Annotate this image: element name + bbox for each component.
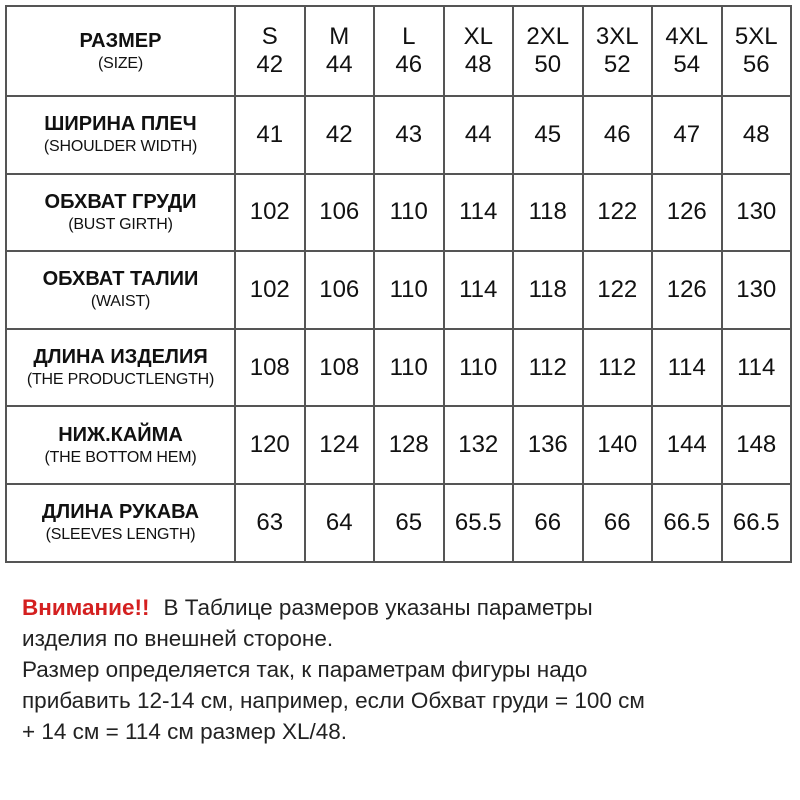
notice-line: изделия по внешней стороне. — [22, 626, 334, 651]
measurement-value: 130 — [722, 174, 792, 252]
notice-line — [22, 592, 792, 623]
measurement-value: 110 — [374, 329, 444, 407]
notice-line: прибавить 12-14 см, например, если Обхват груди = 100 см — [22, 688, 645, 713]
size-number: 46 — [395, 51, 423, 78]
measurement-value: 124 — [305, 406, 375, 484]
measurement-label-cell — [6, 96, 235, 174]
measurement-row — [6, 96, 791, 174]
size-letter: M — [329, 23, 350, 50]
measurement-value: 66.5 — [722, 484, 792, 562]
measurement-value: 65 — [374, 484, 444, 562]
header-label-en: (SIZE) — [97, 54, 144, 72]
measurement-label-en: (BUST GIRTH) — [68, 215, 173, 233]
measurement-value: 106 — [305, 251, 375, 329]
measurement-value: 126 — [652, 174, 722, 252]
size-letter: 4XL — [665, 23, 709, 50]
measurement-value: 112 — [513, 329, 583, 407]
measurement-value: 65.5 — [444, 484, 514, 562]
measurement-value: 106 — [305, 174, 375, 252]
measurement-value: 64 — [305, 484, 375, 562]
measurement-label-en: (SLEEVES LENGTH) — [45, 526, 196, 544]
measurement-label-ru: ОБХВАТ ГРУДИ — [44, 190, 197, 213]
size-number: 56 — [742, 51, 770, 78]
measurement-label-cell — [6, 406, 235, 484]
size-notice — [22, 592, 792, 747]
measurement-value: 108 — [235, 329, 305, 407]
measurement-row — [6, 406, 791, 484]
measurement-value: 120 — [235, 406, 305, 484]
measurement-value: 148 — [722, 406, 792, 484]
size-chart-body — [6, 6, 791, 562]
measurement-value: 63 — [235, 484, 305, 562]
measurement-label-ru: ОБХВАТ ТАЛИИ — [42, 268, 199, 291]
size-letter: 2XL — [526, 23, 570, 50]
measurement-label-cell — [6, 484, 235, 562]
measurement-value: 66 — [513, 484, 583, 562]
measurement-row — [6, 329, 791, 407]
measurement-value: 110 — [374, 251, 444, 329]
measurement-value: 144 — [652, 406, 722, 484]
notice-text: В Таблице размеров указаны параметры — [163, 595, 593, 620]
size-letter: L — [402, 23, 416, 50]
measurement-value: 122 — [583, 174, 653, 252]
header-row — [6, 6, 791, 96]
size-header-cell — [444, 6, 514, 96]
measurement-value: 41 — [235, 96, 305, 174]
size-number: 52 — [603, 51, 631, 78]
measurement-value: 126 — [652, 251, 722, 329]
measurement-value: 66 — [583, 484, 653, 562]
size-header-cell — [513, 6, 583, 96]
size-number: 42 — [256, 51, 284, 78]
measurement-value: 136 — [513, 406, 583, 484]
size-chart-table — [5, 5, 792, 563]
measurement-row — [6, 484, 791, 562]
measurement-label-cell — [6, 174, 235, 252]
measurement-label-ru: ДЛИНА РУКАВА — [41, 501, 200, 524]
measurement-value: 114 — [444, 174, 514, 252]
measurement-value: 44 — [444, 96, 514, 174]
measurement-label-ru: ДЛИНА ИЗДЕЛИЯ — [33, 346, 208, 369]
measurement-value: 140 — [583, 406, 653, 484]
measurement-value: 66.5 — [652, 484, 722, 562]
size-letter: XL — [463, 23, 493, 50]
measurement-label-en: (THE BOTTOM HEM) — [44, 448, 197, 466]
size-header-cell — [305, 6, 375, 96]
header-label-cell — [6, 6, 235, 96]
measurement-value: 130 — [722, 251, 792, 329]
measurement-row — [6, 174, 791, 252]
measurement-value: 110 — [374, 174, 444, 252]
size-header-cell — [235, 6, 305, 96]
measurement-value: 102 — [235, 174, 305, 252]
measurement-value: 102 — [235, 251, 305, 329]
measurement-value: 110 — [444, 329, 514, 407]
measurement-label-ru: НИЖ.КАЙМА — [58, 423, 183, 446]
header-label-ru: РАЗМЕР — [79, 29, 162, 52]
measurement-value: 114 — [652, 329, 722, 407]
size-number: 50 — [534, 51, 562, 78]
size-letter: 3XL — [595, 23, 639, 50]
size-header-cell — [583, 6, 653, 96]
size-letter: S — [261, 23, 278, 50]
notice-warning: Внимание!! — [22, 595, 150, 620]
measurement-value: 108 — [305, 329, 375, 407]
measurement-row — [6, 251, 791, 329]
size-header-cell — [374, 6, 444, 96]
measurement-label-en: (WAIST) — [90, 293, 151, 311]
measurement-value: 47 — [652, 96, 722, 174]
measurement-value: 114 — [444, 251, 514, 329]
measurement-value: 114 — [722, 329, 792, 407]
notice-line: Размер определяется так, к параметрам фигуры надо — [22, 657, 588, 682]
measurement-value: 46 — [583, 96, 653, 174]
size-header-cell — [722, 6, 792, 96]
size-header-cell — [652, 6, 722, 96]
measurement-label-en: (THE PRODUCTLENGTH) — [26, 371, 215, 389]
measurement-label-ru: ШИРИНА ПЛЕЧ — [44, 113, 197, 136]
measurement-value: 132 — [444, 406, 514, 484]
measurement-value: 118 — [513, 174, 583, 252]
measurement-label-cell — [6, 251, 235, 329]
size-number: 54 — [673, 51, 701, 78]
measurement-label-cell — [6, 329, 235, 407]
size-number: 44 — [325, 51, 353, 78]
measurement-value: 112 — [583, 329, 653, 407]
measurement-value: 45 — [513, 96, 583, 174]
measurement-value: 43 — [374, 96, 444, 174]
measurement-value: 48 — [722, 96, 792, 174]
size-number: 48 — [464, 51, 492, 78]
measurement-value: 128 — [374, 406, 444, 484]
size-letter: 5XL — [734, 23, 778, 50]
measurement-value: 122 — [583, 251, 653, 329]
measurement-value: 42 — [305, 96, 375, 174]
measurement-label-en: (SHOULDER WIDTH) — [43, 138, 198, 156]
measurement-value: 118 — [513, 251, 583, 329]
notice-line: + 14 см = 114 см размер XL/48. — [22, 719, 348, 744]
